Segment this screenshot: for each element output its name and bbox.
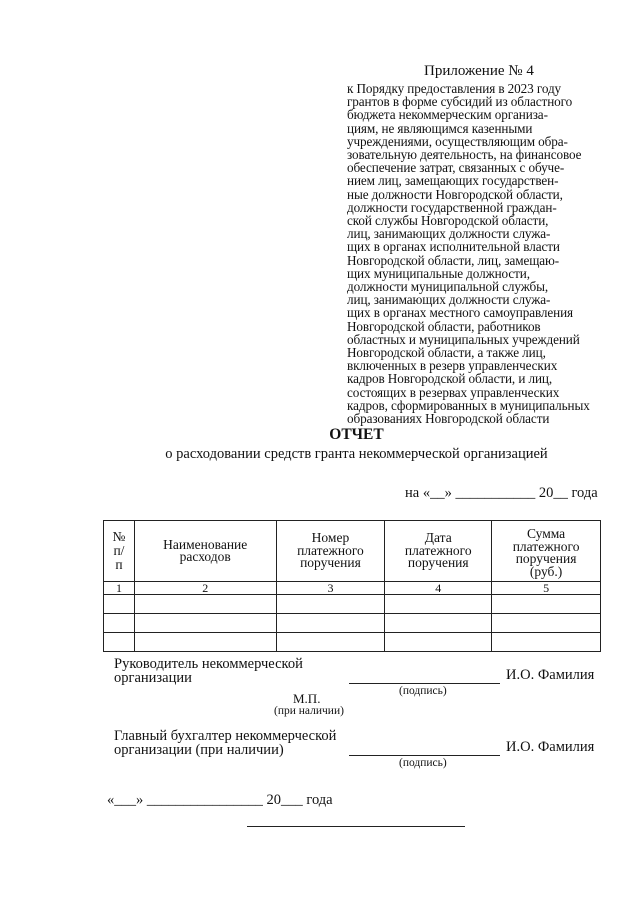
appendix-line: лиц, занимающих должности служа- xyxy=(347,226,551,242)
accountant-label-line1: Главный бухгалтер некоммерческой xyxy=(114,728,337,744)
table-cell xyxy=(492,633,601,652)
report-subtitle: о расходовании средств гранта некоммерческой организацией xyxy=(165,446,548,462)
appendix-line: должности государственной граждан- xyxy=(347,199,557,215)
accountant-name: И.О. Фамилия xyxy=(506,739,595,755)
appendix-line: должности муниципальной службы, xyxy=(347,279,549,295)
accountant-signature-line xyxy=(349,755,500,756)
table-cell xyxy=(385,633,492,652)
appendix-line: щих муниципальные должности, xyxy=(347,265,530,281)
column-number: 1 xyxy=(104,582,135,595)
table-cell xyxy=(104,595,135,614)
table-row xyxy=(104,614,601,633)
column-number: 5 xyxy=(492,582,601,595)
stamp-label: М.П. xyxy=(293,691,321,706)
table-cell xyxy=(276,614,385,633)
table-cell xyxy=(134,633,276,652)
header-cell-number: № п/п xyxy=(104,521,135,582)
appendix-line: Новгородской области, лиц, замещаю- xyxy=(347,252,560,268)
table-cell xyxy=(134,614,276,633)
expense-table xyxy=(103,520,601,652)
appendix-line: бюджета некоммерческим организа- xyxy=(347,107,548,123)
report-title: ОТЧЕТ xyxy=(329,426,384,443)
table-cell xyxy=(492,595,601,614)
appendix-line: нием лиц, замещающих государствен- xyxy=(347,173,559,189)
table-cell xyxy=(385,595,492,614)
table-cell xyxy=(276,595,385,614)
appendix-line: щих в органах исполнительной власти xyxy=(347,239,560,255)
head-signature-line xyxy=(349,683,500,684)
table-cell xyxy=(104,614,135,633)
head-label-line2: организации xyxy=(114,670,192,686)
column-number: 4 xyxy=(385,582,492,595)
appendix-line: зовательную деятельность, на финансовое xyxy=(347,147,582,163)
head-label-line1: Руководитель некоммерческой xyxy=(114,656,303,672)
appendix-line: Новгородской области, а также лиц, xyxy=(347,345,546,361)
header-cell-expense-name: Наименование расходов xyxy=(134,521,276,582)
head-name: И.О. Фамилия xyxy=(506,667,595,683)
table-cell xyxy=(492,614,601,633)
head-signature-caption: (подпись) xyxy=(399,685,447,697)
appendix-line: состоящих в резервах управленческих xyxy=(347,384,560,400)
appendix-line: ные должности Новгородской области, xyxy=(347,186,563,202)
column-number: 2 xyxy=(134,582,276,595)
table-cell xyxy=(276,633,385,652)
appendix-line: к Порядку предоставления в 2023 году xyxy=(347,81,562,96)
appendix-line: включенных в резерв управленческих xyxy=(347,358,558,374)
table-cell xyxy=(104,633,135,652)
table-cell xyxy=(385,614,492,633)
appendix-line: обеспечение затрат, связанных с обуче- xyxy=(347,160,565,176)
appendix-line: циям, не являющимся казенными xyxy=(347,120,533,136)
appendix-line: щих в органах местного самоуправления xyxy=(347,305,574,321)
appendix-line: кадров, сформированных в муниципальных xyxy=(347,397,590,413)
table-row xyxy=(104,633,601,652)
header-cell-payment-number: Номер платежного поручения xyxy=(276,521,385,582)
appendix-line: образованиях Новгородской области xyxy=(347,411,550,427)
appendix-line: лиц, занимающих должности служа- xyxy=(347,292,551,308)
footer-rule xyxy=(247,826,465,827)
appendix-title: Приложение № 4 xyxy=(424,63,534,79)
header-cell-payment-sum: Сумма платежного поручения (руб.) xyxy=(492,521,601,582)
appendix-line: ской службы Новгородской области, xyxy=(347,213,549,229)
appendix-line: кадров Новгородской области, и лиц, xyxy=(347,371,553,387)
appendix-text xyxy=(347,82,590,425)
header-cell-payment-date: Дата платежного поручения xyxy=(385,521,492,582)
accountant-signature-caption: (подпись) xyxy=(399,757,447,769)
table-row xyxy=(104,595,601,614)
stamp-note: (при наличии) xyxy=(274,705,344,717)
table-header-row xyxy=(104,521,601,582)
accountant-label-line2: организации (при наличии) xyxy=(114,742,284,758)
report-date-line: на «__» ___________ 20__ года xyxy=(405,485,598,501)
footer-date-line: «___» ________________ 20___ года xyxy=(107,792,333,808)
appendix-line: Новгородской области, работников xyxy=(347,318,541,334)
appendix-line: областных и муниципальных учреждений xyxy=(347,331,580,347)
appendix-line: грантов в форме субсидий из областного xyxy=(347,94,573,110)
appendix-line: учреждениями, осуществляющим обра- xyxy=(347,133,568,149)
column-number-row xyxy=(104,582,601,595)
table-cell xyxy=(134,595,276,614)
column-number: 3 xyxy=(276,582,385,595)
